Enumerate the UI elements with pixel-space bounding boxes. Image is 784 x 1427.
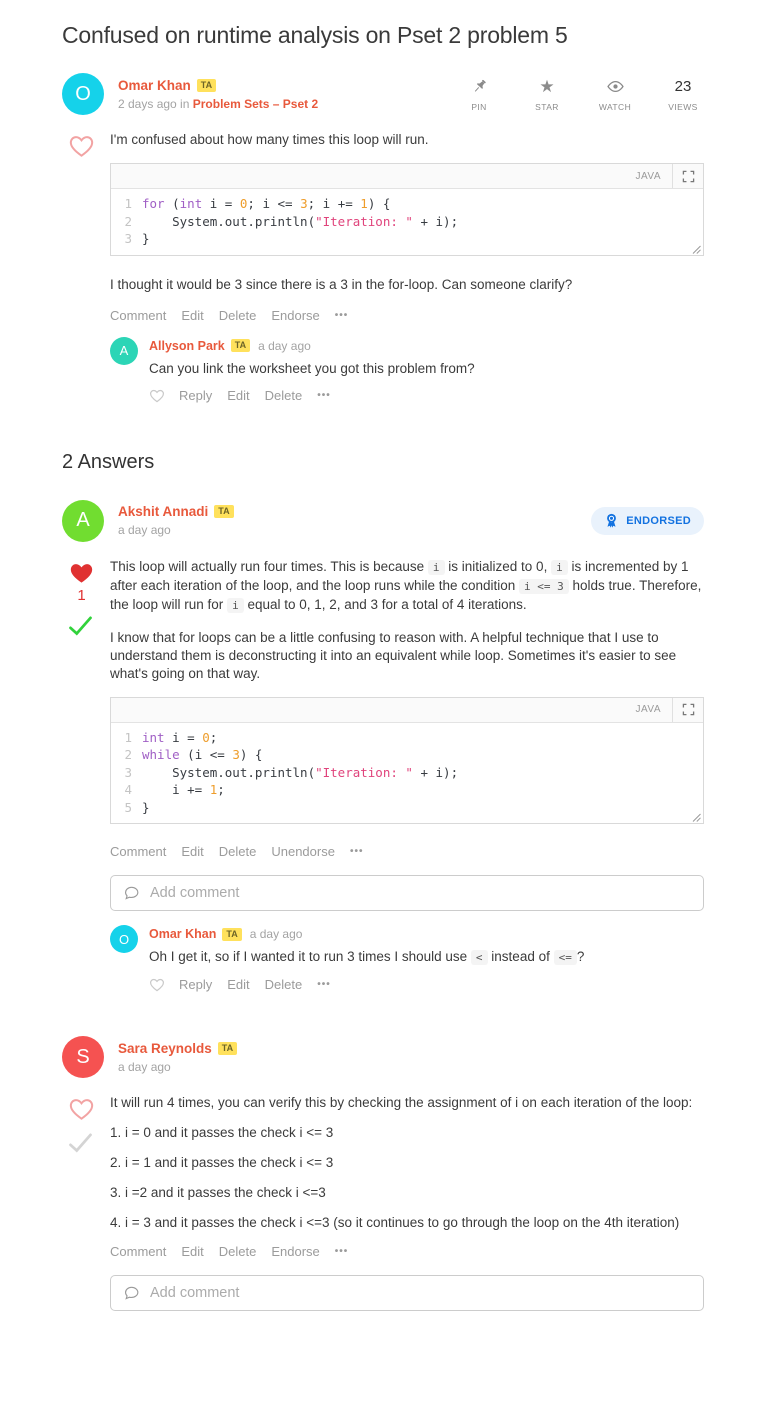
avatar: O: [110, 925, 138, 953]
comment-heart-icon[interactable]: [149, 977, 165, 992]
author-name[interactable]: Akshit Annadi: [118, 504, 209, 519]
chat-bubble-icon: [123, 1285, 140, 1302]
action-more[interactable]: •••: [317, 979, 331, 990]
author-name[interactable]: Omar Khan: [118, 77, 191, 93]
question-body-2: I thought it would be 3 since there is a 3 in the for-loop. Can someone clarify?: [110, 276, 573, 292]
inline-code: i: [227, 598, 244, 613]
inline-code: i: [551, 560, 568, 575]
eye-icon: [607, 77, 624, 96]
views-counter: 23 VIEWS: [668, 77, 698, 112]
endorsed-badge: [591, 507, 704, 535]
ta-badge: TA: [218, 1042, 237, 1055]
code-line: 5 }: [124, 799, 150, 815]
ta-badge: TA: [231, 339, 250, 352]
comment-text: Oh I get it, so if I wanted it to run 3 times I should use < instead of <= ?: [149, 949, 585, 964]
author-name[interactable]: Sara Reynolds: [118, 1040, 212, 1056]
answer-list-item: 2. i = 1 and it passes the check i <= 3: [110, 1155, 334, 1170]
action-delete[interactable]: Delete: [264, 977, 303, 992]
code-line: 3 System.out.println("Iteration: " + i);: [124, 764, 459, 780]
comment-author[interactable]: Omar Khan: [149, 927, 217, 941]
add-comment-box[interactable]: [110, 875, 704, 911]
code-block: [110, 163, 704, 256]
comment-author[interactable]: Allyson Park: [149, 338, 225, 353]
question-body: I'm confused about how many times this loop will run.: [110, 132, 429, 147]
avatar: S: [62, 1036, 104, 1078]
code-block: [110, 697, 704, 825]
resize-handle[interactable]: [692, 813, 701, 822]
expand-icon[interactable]: [673, 170, 703, 183]
answer-actions: [110, 844, 704, 859]
endorse-check-icon[interactable]: [68, 616, 93, 636]
views-count: 23: [674, 77, 692, 95]
comment: [110, 925, 704, 992]
answer-paragraph: I know that for loops can be a little confusing to reason with. A helpful technique that I use to understand them is deconstructing it into an equivalent while loop. Sometimes it's easier to see what's going on that way.: [110, 629, 677, 681]
action-endorse[interactable]: Endorse: [271, 307, 320, 323]
endorsed-label: ENDORSED: [626, 514, 691, 527]
action-delete[interactable]: Delete: [264, 387, 303, 403]
add-comment-box[interactable]: [110, 1275, 704, 1311]
like-count: 1: [77, 586, 86, 604]
answer-list-item: 3. i =2 and it passes the check i <=3: [110, 1185, 326, 1200]
like-heart-icon[interactable]: [68, 560, 95, 585]
action-delete[interactable]: Delete: [218, 307, 257, 323]
add-comment-input[interactable]: [150, 885, 691, 901]
timestamp: a day ago: [118, 1059, 171, 1074]
inline-code: i <= 3: [519, 579, 569, 594]
action-edit[interactable]: Edit: [227, 387, 250, 403]
action-more[interactable]: •••: [317, 389, 331, 401]
action-reply[interactable]: Reply: [179, 977, 213, 992]
timestamp: a day ago: [118, 523, 171, 537]
category-link[interactable]: Problem Sets – Pset 2: [192, 96, 319, 111]
award-ribbon-icon: [604, 513, 619, 529]
question-actions: [110, 308, 704, 323]
timestamp: 2 days ago in: [118, 96, 190, 111]
expand-icon[interactable]: [673, 703, 703, 716]
code-body: [111, 189, 703, 255]
answers-heading: 2 Answers: [62, 450, 155, 473]
comment-timestamp: a day ago: [258, 338, 311, 353]
answer: [62, 1036, 704, 1323]
comment: [110, 337, 704, 403]
action-edit[interactable]: Edit: [181, 844, 204, 859]
avatar: A: [62, 500, 104, 542]
add-comment-input[interactable]: [150, 1285, 691, 1301]
code-line: 3 }: [124, 231, 150, 246]
answer-list-item: 4. i = 3 and it passes the check i <=3 (so it continues to go through the loop on the 4th iteration): [110, 1215, 680, 1230]
inline-code: i: [428, 560, 445, 575]
action-comment[interactable]: Comment: [110, 1244, 167, 1259]
action-delete[interactable]: Delete: [218, 844, 257, 859]
code-line: 2 while (i <= 3) {: [124, 747, 263, 762]
comment-timestamp: a day ago: [249, 927, 303, 941]
comment-text: Can you link the worksheet you got this problem from?: [149, 360, 475, 376]
action-unendorse[interactable]: Unendorse: [271, 844, 335, 859]
action-edit[interactable]: Edit: [181, 307, 204, 323]
avatar: O: [62, 73, 104, 115]
question-header: [62, 73, 704, 115]
ta-badge: TA: [214, 505, 233, 518]
post-toolbar: [458, 77, 704, 112]
action-edit[interactable]: Edit: [227, 977, 250, 992]
inline-code: <=: [554, 950, 577, 965]
watch-button[interactable]: WATCH: [594, 77, 636, 112]
resize-handle[interactable]: [692, 245, 701, 254]
action-comment[interactable]: Comment: [110, 307, 167, 323]
like-heart-icon[interactable]: [68, 133, 95, 158]
like-heart-icon[interactable]: [68, 1096, 95, 1121]
code-line: 1 for (int i = 0; i <= 3; i += 1) {: [124, 196, 391, 211]
code-line: 2 System.out.println("Iteration: " + i);: [124, 213, 459, 229]
ta-badge: TA: [197, 79, 216, 92]
action-delete[interactable]: Delete: [218, 1244, 257, 1259]
code-line: 1 int i = 0;: [124, 729, 218, 745]
ta-badge: TA: [222, 928, 241, 941]
question-body-row: [62, 131, 704, 403]
action-more[interactable]: •••: [334, 309, 349, 321]
endorse-check-icon[interactable]: [68, 1133, 93, 1153]
pin-button[interactable]: PIN: [458, 77, 500, 112]
chat-bubble-icon: [123, 885, 140, 902]
action-more[interactable]: •••: [349, 846, 364, 857]
comment-heart-icon[interactable]: [149, 388, 165, 403]
code-lang-label: JAVA: [635, 170, 661, 182]
answer-paragraph: This loop will actually run four times. This is because i is initialized to 0, i is incremented by 1 after each iteration of the loop, and the loop runs while the condition i <= 3 holds true. Therefore, the loop will run for i equal to 0, 1, 2, and 3 for a total of 4 iterations.: [110, 558, 702, 612]
answer: [62, 500, 704, 993]
code-line: 4 i += 1;: [124, 782, 225, 797]
action-reply[interactable]: Reply: [179, 387, 213, 403]
inline-code: <: [471, 950, 488, 965]
page-title: Confused on runtime analysis on Pset 2 problem 5: [62, 22, 568, 48]
star-button[interactable]: ★ STAR: [535, 76, 559, 112]
answer-actions: [110, 1244, 704, 1259]
code-lang-label: JAVA: [635, 704, 661, 715]
comment-actions: [179, 977, 331, 992]
action-edit[interactable]: Edit: [181, 1244, 204, 1259]
code-body: [111, 723, 703, 824]
avatar: A: [110, 337, 138, 365]
action-more[interactable]: •••: [334, 1246, 349, 1257]
star-icon: ★: [539, 76, 555, 96]
action-endorse[interactable]: Endorse: [271, 1244, 320, 1259]
answer-paragraph: It will run 4 times, you can verify this by checking the assignment of i on each iteration of the loop:: [110, 1095, 693, 1110]
pin-icon: [471, 77, 488, 96]
post-meta: [118, 97, 458, 111]
action-comment[interactable]: Comment: [110, 844, 167, 859]
comment-actions: [179, 388, 331, 403]
answer-list-item: 1. i = 0 and it passes the check i <= 3: [110, 1125, 334, 1140]
